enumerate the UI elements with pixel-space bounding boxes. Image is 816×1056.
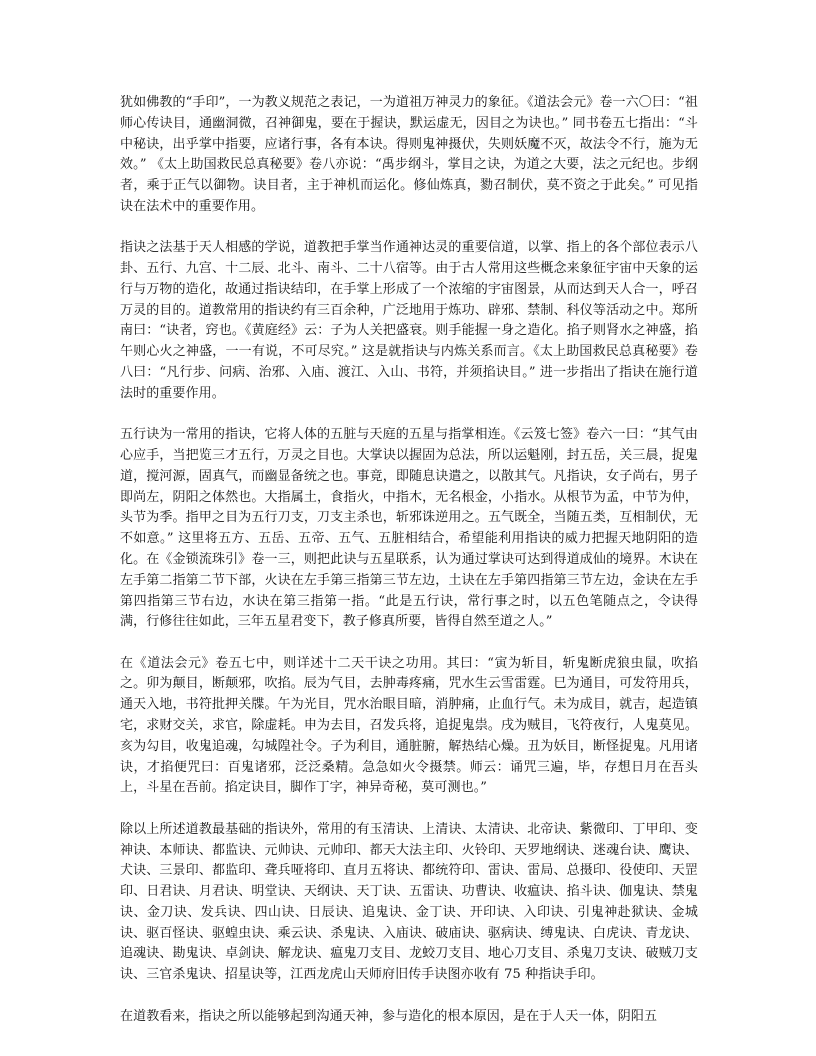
paragraph-common-mudra-list: 除以上所述道教最基础的指诀外，常用的有玉清诀、上清诀、太清诀、北帝诀、紫微印、丁甲印、变神诀、本师诀、都监诀、元帅诀、元帅印、都天大法主印、火铃印、天罗地纲诀、迷魂台诀、鹰诀、犬诀、三景印、都监印、聋兵哑将印、直月五将诀、都统符印、雷诀、雷局、总摄印、役使印、天罡印、日君诀、月君诀、明堂诀、天纲诀、天丁诀、五雷诀、功曹诀、收瘟诀、掐斗诀、伽鬼诀、禁鬼诀、金刀诀、发兵诀、四山诀、日辰诀、追鬼诀、金丁诀、开印诀、入印诀、引鬼神赴狱诀、金城诀、驱百怪诀、驱蝗虫诀、乘云诀、杀鬼诀、入庙诀、破庙诀、驱病诀、缚鬼诀、白虎诀、青龙诀、追魂诀、勘鬼诀、卓剑诀、解龙诀、瘟鬼刀支目、龙蛟刀支目、地心刀支目、杀鬼刀支诀、破贼刀支诀、三官杀鬼诀、招星诀等，江西龙虎山天师府旧传手诀图亦收有 75 种指诀手印。 <box>120 821 698 983</box>
paragraph-mudra-intro: 犹如佛教的“手印”，一为教义规范之表记，一为道祖万神灵力的象征。《道法会元》卷一六〇曰：“祖师心传诀目，通幽洞微，召神御鬼，要在于握诀，默运虚无，因目之为诀也。” 同书卷五七指出：“斗中秘诀，出乎掌中指要，应诸行事，各有本诀。得则鬼神摄伏，失则妖魔不灭，故法令不行，施为无效。” 《太上助国救民总真秘要》卷八亦说：“禹步纲斗，掌目之诀，为道之大要，法之元纪也。步纲者，乘于正气以御物。诀目者，主于神机而运化。修仙炼真，勠召制伏，莫不资之于此矣。” 可见指诀在法术中的重要作用。 <box>120 95 698 214</box>
document-body <box>120 93 698 1048</box>
paragraph-five-elements-mudra: 五行诀为一常用的指诀，它将人体的五脏与天庭的五星与指掌相连。《云笈七签》卷六一曰：“其气由心应手，当把览三才五行，万灵之目也。大掌诀以握固为总法，所以运魁刚，封五岳，关三晨，捉鬼道，搅河源，固真气，而幽显备统之也。事竟，即随息诀遣之，以散其气。凡指诀，女子尚右，男子即尚左，阴阳之体然也。大指属土，食指火，中指木，无名根金，小指水。从根节为孟，中节为仲，头节为季。指甲之目为五行刀支，刀支主杀也，斩邪诛逆用之。五气既全，当随五类，互相制伏，无不如意。” 这里将五方、五岳、五帝、五气、五脏相结合，希望能利用指诀的威力把握天地阴阳的造化。在《金锁流珠引》卷一三，则把此诀与五星联系，认为通过掌诀可达到得道成仙的境界。木诀在左手第二指第二节下部，火诀在左手第三指第三节左边，土诀在左手第四指第三节左边，金诀在左手第四指第三节右边，水诀在第三指第一指。“此是五行诀，常行事之时，以五色笔随点之，令诀得满，行修往往如此，三年五星君变下，教子修真所要，皆得自然至道之人。” <box>120 427 698 630</box>
paragraph-conclusion-start: 在道教看来，指诀之所以能够起到沟通天神，参与造化的根本原因，是在于人天一体，阴阳五 <box>120 1008 658 1024</box>
paragraph-heaven-human-theory: 指诀之法基于天人相感的学说，道教把手掌当作通神达灵的重要信道，以掌、指上的各个部位表示八卦、五行、九宫、十二辰、北斗、南斗、二十八宿等。由于古人常用这些概念来象征宇宙中天象的运行与万物的造化，故通过指诀结印，在手掌上形成了一个浓缩的宇宙图景，从而达到天人合一，呼召万灵的目的。道教常用的指诀约有三百余种，广泛地用于炼功、辟邪、禁制、科仪等活动之中。郑所南曰：“诀者，窍也。《黄庭经》云：子为人关把盛衰。则手能握一身之造化。掐子则肾水之神盛，掐午则心火之神盛，一一有说，不可尽究。” 这是就指诀与内炼关系而言。《太上助国救民总真秘要》卷八曰：“凡行步、问病、治邪、入庙、渡江、入山、书符，并须掐诀目。” 进一步指出了指诀在施行道法时的重要作用。 <box>120 240 698 401</box>
paragraph-twelve-branches-mudra: 在《道法会元》卷五七中，则详述十二天干诀之功用。其曰：“寅为斩目，斩鬼断虎狼虫鼠，吹掐之。卯为颠目，断颠邪，吹掐。辰为气目，去肿毒疼痛，咒水生云雪雷霆。巳为通目，可发符用兵，通天入地，书符批押关牒。午为光目，咒水治眼目暗，消肿痛，止血行气。未为成目，就吉，起造镇宅，求财交关，求官，除虚耗。申为去目，召发兵将，追捉鬼祟。戌为贼目，飞符夜行，人鬼莫见。亥为勾目，收鬼追魂，勾城隍社令。子为利目，通脏腑，解热结心燥。丑为妖目，断怪捉鬼。凡用诸诀，才掐便咒曰：百鬼诸邪，泛泛桑精。急急如火令摄禁。师云：诵咒三遍，毕，存想日月在吾头上，斗星在吾前。掐定诀目，脚作丁字，神异奇秘，莫可测也。” <box>120 655 698 796</box>
